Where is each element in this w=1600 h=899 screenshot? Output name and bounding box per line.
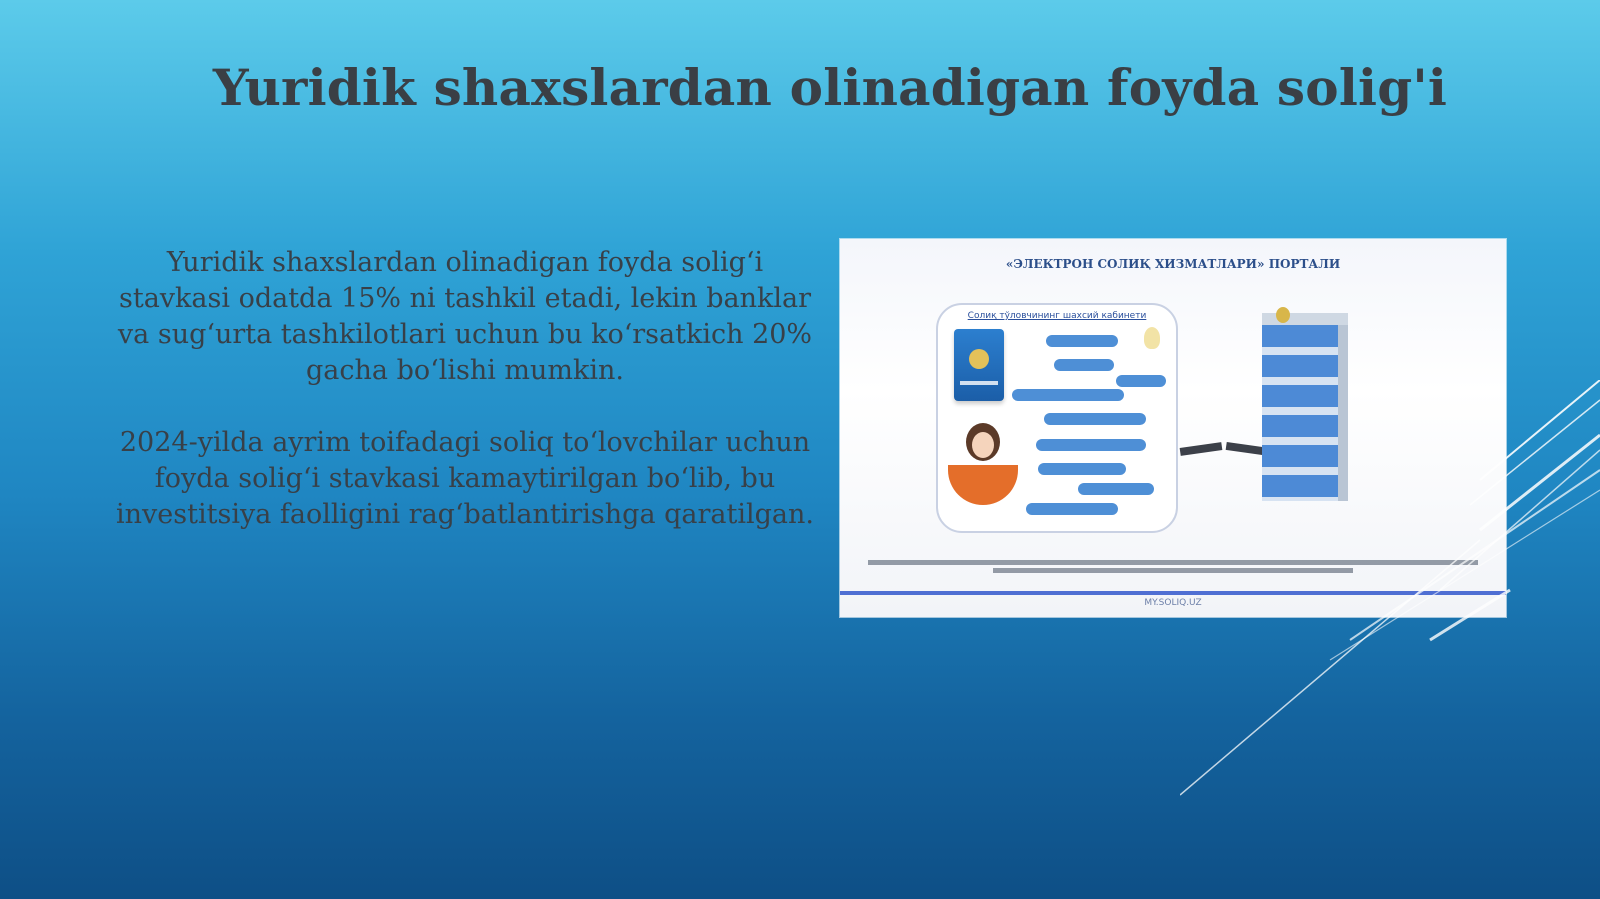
portal-url: MY.SOLIQ.UZ xyxy=(1144,598,1202,608)
service-cloud-2 xyxy=(1054,359,1114,371)
lightbulb-icon xyxy=(1144,327,1160,349)
operator-avatar-icon xyxy=(948,423,1018,513)
service-cloud-1 xyxy=(1046,335,1118,347)
slide-title: Yuridik shaxslardan olinadigan foyda solig'i xyxy=(212,58,1448,117)
service-cloud-8 xyxy=(1078,483,1154,495)
paragraph-tax-rate: Yuridik shaxslardan olinadigan foyda solig‘i stavkasi odatda 15% ni tashkil etadi, lekin banklar va sug‘urta tashkilotlari uchun bu ko‘rsatkich 20% gacha bo‘lishi mumkin. xyxy=(117,247,813,386)
cabinet-label: Солиқ тўловчининг шахсий кабинети xyxy=(967,311,1147,321)
id-card-icon xyxy=(954,329,1004,401)
decorative-lines xyxy=(1180,380,1600,820)
service-cloud-3 xyxy=(1116,375,1166,387)
service-cloud-5 xyxy=(1044,413,1146,425)
service-cloud-4 xyxy=(1012,389,1124,401)
portal-heading: «ЭЛЕКТРОН СОЛИҚ ХИЗМАТЛАРИ» ПОРТАЛИ xyxy=(1005,257,1341,271)
paragraph-2024-reduction: 2024-yilda ayrim toifadagi soliq to‘lovchilar uchun foyda solig‘i stavkasi kamaytirilgan bo‘lib, bu investitsiya faolligini rag‘batlantirishga qaratilgan. xyxy=(116,427,814,530)
service-cloud-6 xyxy=(1036,439,1146,451)
slide-body xyxy=(110,245,820,569)
taxpayer-cabinet-panel xyxy=(936,303,1178,533)
service-cloud-9 xyxy=(1026,503,1118,515)
service-cloud-7 xyxy=(1038,463,1126,475)
